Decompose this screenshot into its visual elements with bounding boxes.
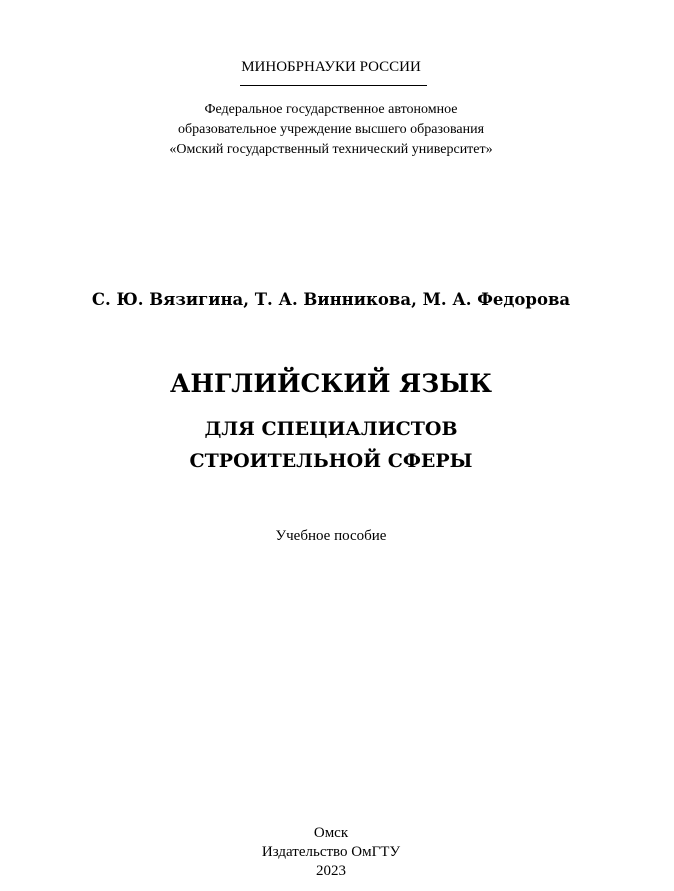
book-subtitle <box>0 413 662 477</box>
institution-line-1: Федеральное государственное автономное <box>204 102 458 117</box>
document-type: Учебное пособие <box>275 528 387 544</box>
institution-line-2: образовательное учреждение высшего образования <box>177 122 485 137</box>
ministry-underline-divider <box>240 85 427 86</box>
authors-line: С. Ю. Вязигина, Т. А. Винникова, М. А. Федорова <box>91 290 571 309</box>
subtitle-line-2: СТРОИТЕЛЬНОЙ СФЕРЫ <box>189 450 473 472</box>
imprint-year: 2023 <box>316 863 346 879</box>
imprint-city: Омск <box>313 825 349 841</box>
institution-line-3: «Омский государственный технический университет» <box>169 142 493 157</box>
ministry-heading: МИНОБРНАУКИ РОССИИ <box>241 59 421 75</box>
institution-block <box>0 100 662 160</box>
subtitle-line-1: ДЛЯ СПЕЦИАЛИСТОВ <box>204 418 458 440</box>
imprint-publisher: Издательство ОмГТУ <box>261 844 401 860</box>
imprint-block <box>0 824 662 881</box>
book-title: АНГЛИЙСКИЙ ЯЗЫК <box>169 369 493 398</box>
